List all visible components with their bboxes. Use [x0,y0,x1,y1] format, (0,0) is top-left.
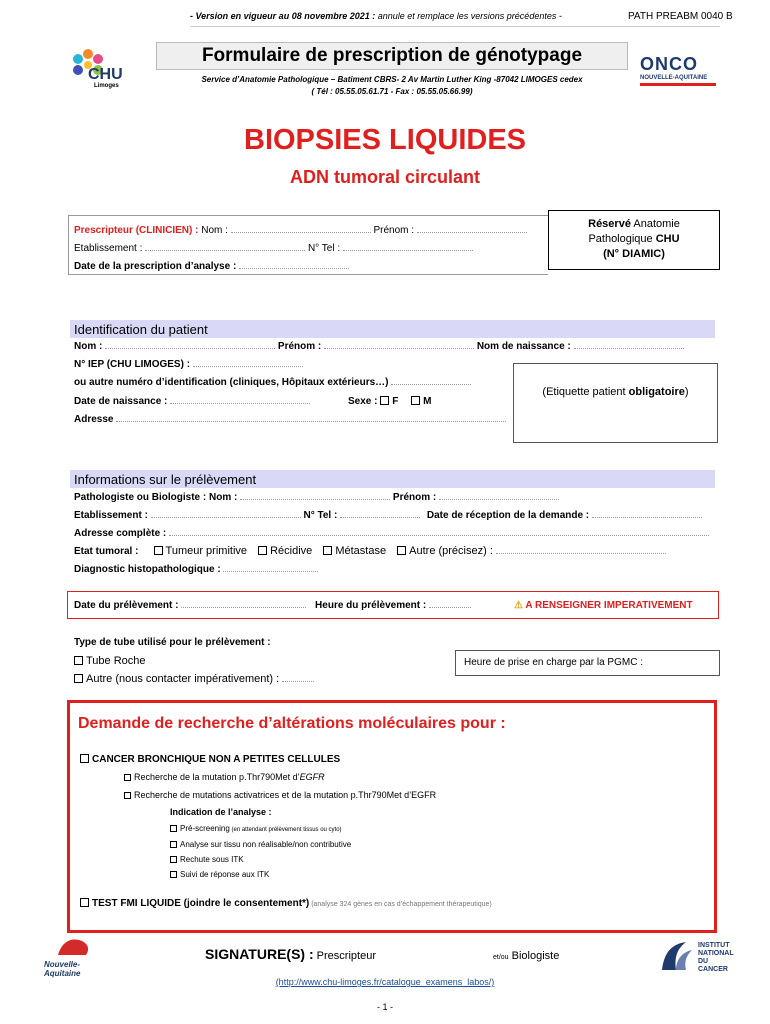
sexe-f-checkbox[interactable] [380,396,389,405]
patient-naissance-nom-field[interactable] [574,348,684,349]
cancer-checkbox[interactable] [80,754,89,763]
fmi-option: TEST FMI LIQUIDE (joindre le consentement*) (analyse 324 gènes en cas d’échappement thérapeutique) [80,898,492,909]
mut1-checkbox[interactable] [124,774,131,781]
date-prel-field[interactable] [181,607,306,608]
fmi-checkbox[interactable] [80,898,89,907]
ind3-checkbox[interactable] [170,856,177,863]
indication-label: Indication de l’analyse : [170,807,272,817]
prescriber-tel-field[interactable] [343,250,473,251]
prescriber-etab-field[interactable] [145,250,305,251]
patient-nom-field[interactable] [105,348,275,349]
region-logo-text: Nouvelle-Aquitaine [44,960,81,978]
ind2-checkbox[interactable] [170,841,177,848]
tube-autre-checkbox[interactable] [74,674,83,683]
ind2-option: Analyse sur tissu non réalisable/non contributive [170,840,351,849]
ind4-option: Suivi de réponse aux ITK [170,870,269,879]
service-line-1: Service d’Anatomie Pathologique – Batiment CBRS- 2 Av Martin Luther King -87042 LIMOGES cedex [201,75,583,84]
catalogue-link[interactable]: (http://www.chu-limoges.fr/catalogue_examens_labos/) [275,977,495,987]
etat-tumoral: Etat tumoral : Tumeur primitive Récidive Métastase Autre (précisez) : [74,545,666,557]
header-rule [190,26,720,27]
pgmc-box[interactable]: Heure de prise en charge par la PGMC : [455,650,720,676]
prel-adresse-field[interactable] [169,535,709,536]
autre-checkbox[interactable] [397,546,406,555]
chu-logo-sub: Limoges [94,83,119,89]
metastase-checkbox[interactable] [323,546,332,555]
prelevement-section-header: Informations sur le prélèvement [70,470,715,488]
diagnostic: Diagnostic histopathologique : [74,564,318,575]
mut1-option: Recherche de la mutation p.Thr790Met d’EGFR [124,772,325,782]
autre-precisez-field[interactable] [496,553,666,554]
sexe-m-checkbox[interactable] [411,396,420,405]
reception-date-field[interactable] [592,517,702,518]
main-title: BIOPSIES LIQUIDES [244,124,526,156]
cancer-option: CANCER BRONCHIQUE NON A PETITES CELLULES [80,754,340,765]
ind4-checkbox[interactable] [170,871,177,878]
tube-roche-checkbox[interactable] [74,656,83,665]
chu-logo-text: CHU [88,66,123,83]
primitive-checkbox[interactable] [154,546,163,555]
patho-nom-field[interactable] [240,499,390,500]
prel-adresse: Adresse complète : [74,528,709,539]
demande-title: Demande de recherche d’altérations moléculaires pour : [78,715,506,732]
patient-autre-id-field[interactable] [391,384,471,385]
signature-line: SIGNATURE(S) : Prescripteur [205,946,376,962]
prescription-date-field[interactable] [239,268,349,269]
chu-logo [68,48,142,94]
patient-birthdate-field[interactable] [170,403,310,404]
etiquette-box[interactable]: (Etiquette patient obligatoire) [513,363,718,443]
form-title: Formulaire de prescription de génotypage [156,42,628,70]
patient-iep-field[interactable] [193,366,303,367]
tube-autre-field[interactable] [282,681,314,682]
heure-prel-field[interactable] [429,607,471,608]
inca-icon [658,938,694,974]
ind1-option: Pré-screening (en attendant prélèvement tissus ou cyto) [170,824,342,833]
prel-line-2: Etablissement : N° Tel : Date de réception de la demande : [74,510,702,521]
date-heure-line: Date du prélèvement : Heure du prélèvement : [74,600,471,611]
prescriber-line-1: Prescripteur (CLINICIEN) : Nom : Prénom : [74,225,527,236]
prel-tel-field[interactable] [340,517,420,518]
tube-autre: Autre (nous contacter impérativement) : [74,673,314,685]
diagnostic-field[interactable] [223,571,318,572]
patient-iep: N° IEP (CHU LIMOGES) : [74,359,303,370]
inca-logo [658,938,738,978]
prel-line-1: Pathologiste ou Biologiste : Nom : Prénom : [74,492,559,503]
patient-prenom-field[interactable] [324,348,474,349]
tube-roche: Tube Roche [74,655,146,667]
version-line: - Version en vigueur au 08 novembre 2021 : annule et remplace les versions précédentes - [190,11,562,21]
prescriber-prenom-field[interactable] [417,232,527,233]
onco-logo-sub: NOUVELLE-AQUITAINE [640,75,708,81]
prel-etab-field[interactable] [151,517,301,518]
mut2-option: Recherche de mutations activatrices et de la mutation p.Thr790Met d’EGFR [124,790,436,800]
ind1-checkbox[interactable] [170,825,177,832]
patient-sexe: Sexe : F M [348,396,432,407]
ind3-option: Rechute sous ITK [170,855,244,864]
patient-adresse-field[interactable] [116,421,506,422]
patient-adresse: Adresse [74,414,506,425]
inca-text: INSTITUT NATIONAL DU CANCER [698,942,734,973]
prescriber-nom-field[interactable] [231,232,371,233]
page-number: - 1 - [376,1002,393,1012]
patient-birthdate: Date de naissance : [74,396,310,407]
signature-biologiste: et/ou Biologiste [493,950,560,962]
mut2-checkbox[interactable] [124,792,131,799]
onco-logo-text: ONCO [640,54,698,74]
onco-logo [640,54,720,98]
patho-prenom-field[interactable] [439,499,559,500]
warning: ⚠ A RENSEIGNER IMPERATIVEMENT [514,600,693,611]
recidive-checkbox[interactable] [258,546,267,555]
patient-section-header: Identification du patient [70,320,715,338]
service-line-2: ( Tél : 05.55.05.61.71 - Fax : 05.55.05.66.99) [311,87,473,96]
reserve-box: Réservé Anatomie Pathologique CHU (N° DIAMIC) [548,210,720,270]
patient-autre-id: ou autre numéro d’identification (cliniques, Hôpitaux extérieurs…) [74,377,471,388]
prescription-date: Date de la prescription d’analyse : [74,261,349,272]
subtitle: ADN tumoral circulant [289,167,481,187]
prescriber-line-2: Etablissement : N° Tel : [74,243,473,254]
lion-icon [54,935,94,957]
warning-icon: ⚠ [514,600,523,611]
doc-ref: PATH PREABM 0040 B [628,11,733,22]
tube-title: Type de tube utilisé pour le prélèvement : [74,637,271,648]
patient-line-1: Nom : Prénom : Nom de naissance : [74,341,684,352]
onco-logo-bar [640,83,716,86]
